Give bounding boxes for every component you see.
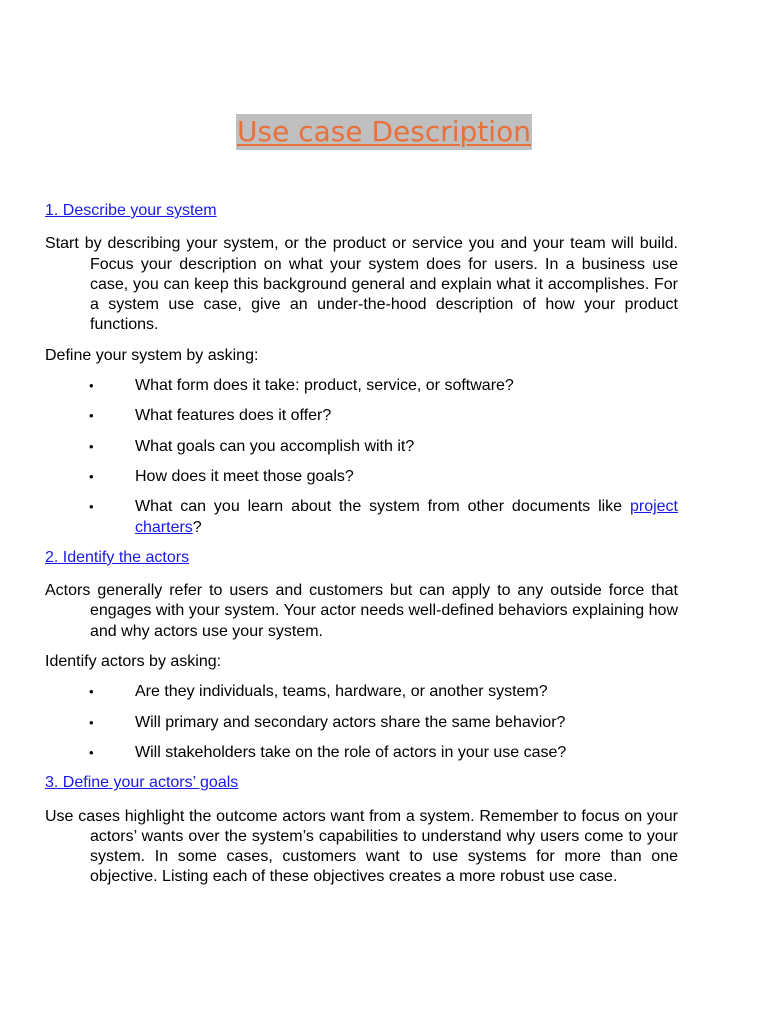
list-item	[45, 467, 678, 487]
list-item-text-after: ?	[192, 518, 202, 536]
section-2-bullet-list	[45, 682, 678, 763]
list-item-text: Are they individuals, teams, hardware, or another system?	[135, 683, 548, 701]
list-item	[45, 406, 678, 426]
list-item	[45, 743, 678, 763]
bullet-icon: •	[89, 378, 94, 394]
bullet-icon: •	[89, 744, 94, 760]
section-2-heading-link[interactable]: 2. Identify the actors	[45, 548, 190, 566]
list-item-text: What goals can you accomplish with it?	[135, 437, 415, 455]
list-item-text-before: What can you learn about the system from other documents like	[135, 498, 630, 516]
list-item-text: How does it meet those goals?	[135, 467, 354, 485]
list-item-text: Will stakeholders take on the role of actors in your use case?	[135, 743, 567, 761]
bullet-icon: •	[89, 408, 94, 424]
section-1-heading-link[interactable]: 1. Describe your system	[45, 202, 217, 219]
bullet-icon: •	[89, 499, 94, 515]
section-1-paragraph: Start by describing your system, or the product or service you and your team will build. Focus your description on what your system does for users. In a business use case, you can keep this background general and explain what it accomplishes. For a system use case, give an under-the-hood description of how your product functions.	[45, 235, 678, 334]
bullet-icon: •	[89, 438, 94, 454]
list-item	[45, 376, 678, 396]
bullet-icon: •	[89, 714, 94, 730]
section-1-lead: Define your system by asking:	[45, 346, 259, 364]
document-body	[45, 201, 678, 898]
list-item-text: Will primary and secondary actors share the same behavior?	[135, 713, 566, 731]
project-charters-link[interactable]: project charters	[135, 498, 678, 536]
title-container	[0, 114, 768, 150]
list-item	[45, 497, 678, 538]
list-item-text: What features does it offer?	[135, 407, 332, 425]
list-item-text: What form does it take: product, service, or software?	[135, 377, 514, 395]
list-item	[45, 713, 678, 733]
section-1-heading-block	[45, 201, 678, 221]
section-2-heading-block	[45, 548, 678, 568]
list-item	[45, 437, 678, 457]
section-1-bullet-list	[45, 376, 678, 538]
section-2-lead: Identify actors by asking:	[45, 653, 222, 671]
bullet-icon: •	[89, 468, 94, 484]
section-2-paragraph: Actors generally refer to users and customers but can apply to any outside force that engages with your system. Your actor needs well-defined behaviors explaining how and why actors use your system.	[45, 582, 678, 640]
section-3-heading-block	[45, 773, 678, 793]
bullet-icon: •	[89, 684, 94, 700]
list-item	[45, 682, 678, 702]
section-3-heading-link[interactable]: 3. Define your actors’ goals	[45, 774, 239, 792]
section-3-paragraph: Use cases highlight the outcome actors want from a system. Remember to focus on your actors’ wants over the system’s capabilities to understand why users come to your system. In some cases, customers want to use systems for more than one objective. Listing each of these objectives creates a more robust use case.	[45, 807, 678, 886]
page-title: Use case Description	[237, 115, 531, 148]
